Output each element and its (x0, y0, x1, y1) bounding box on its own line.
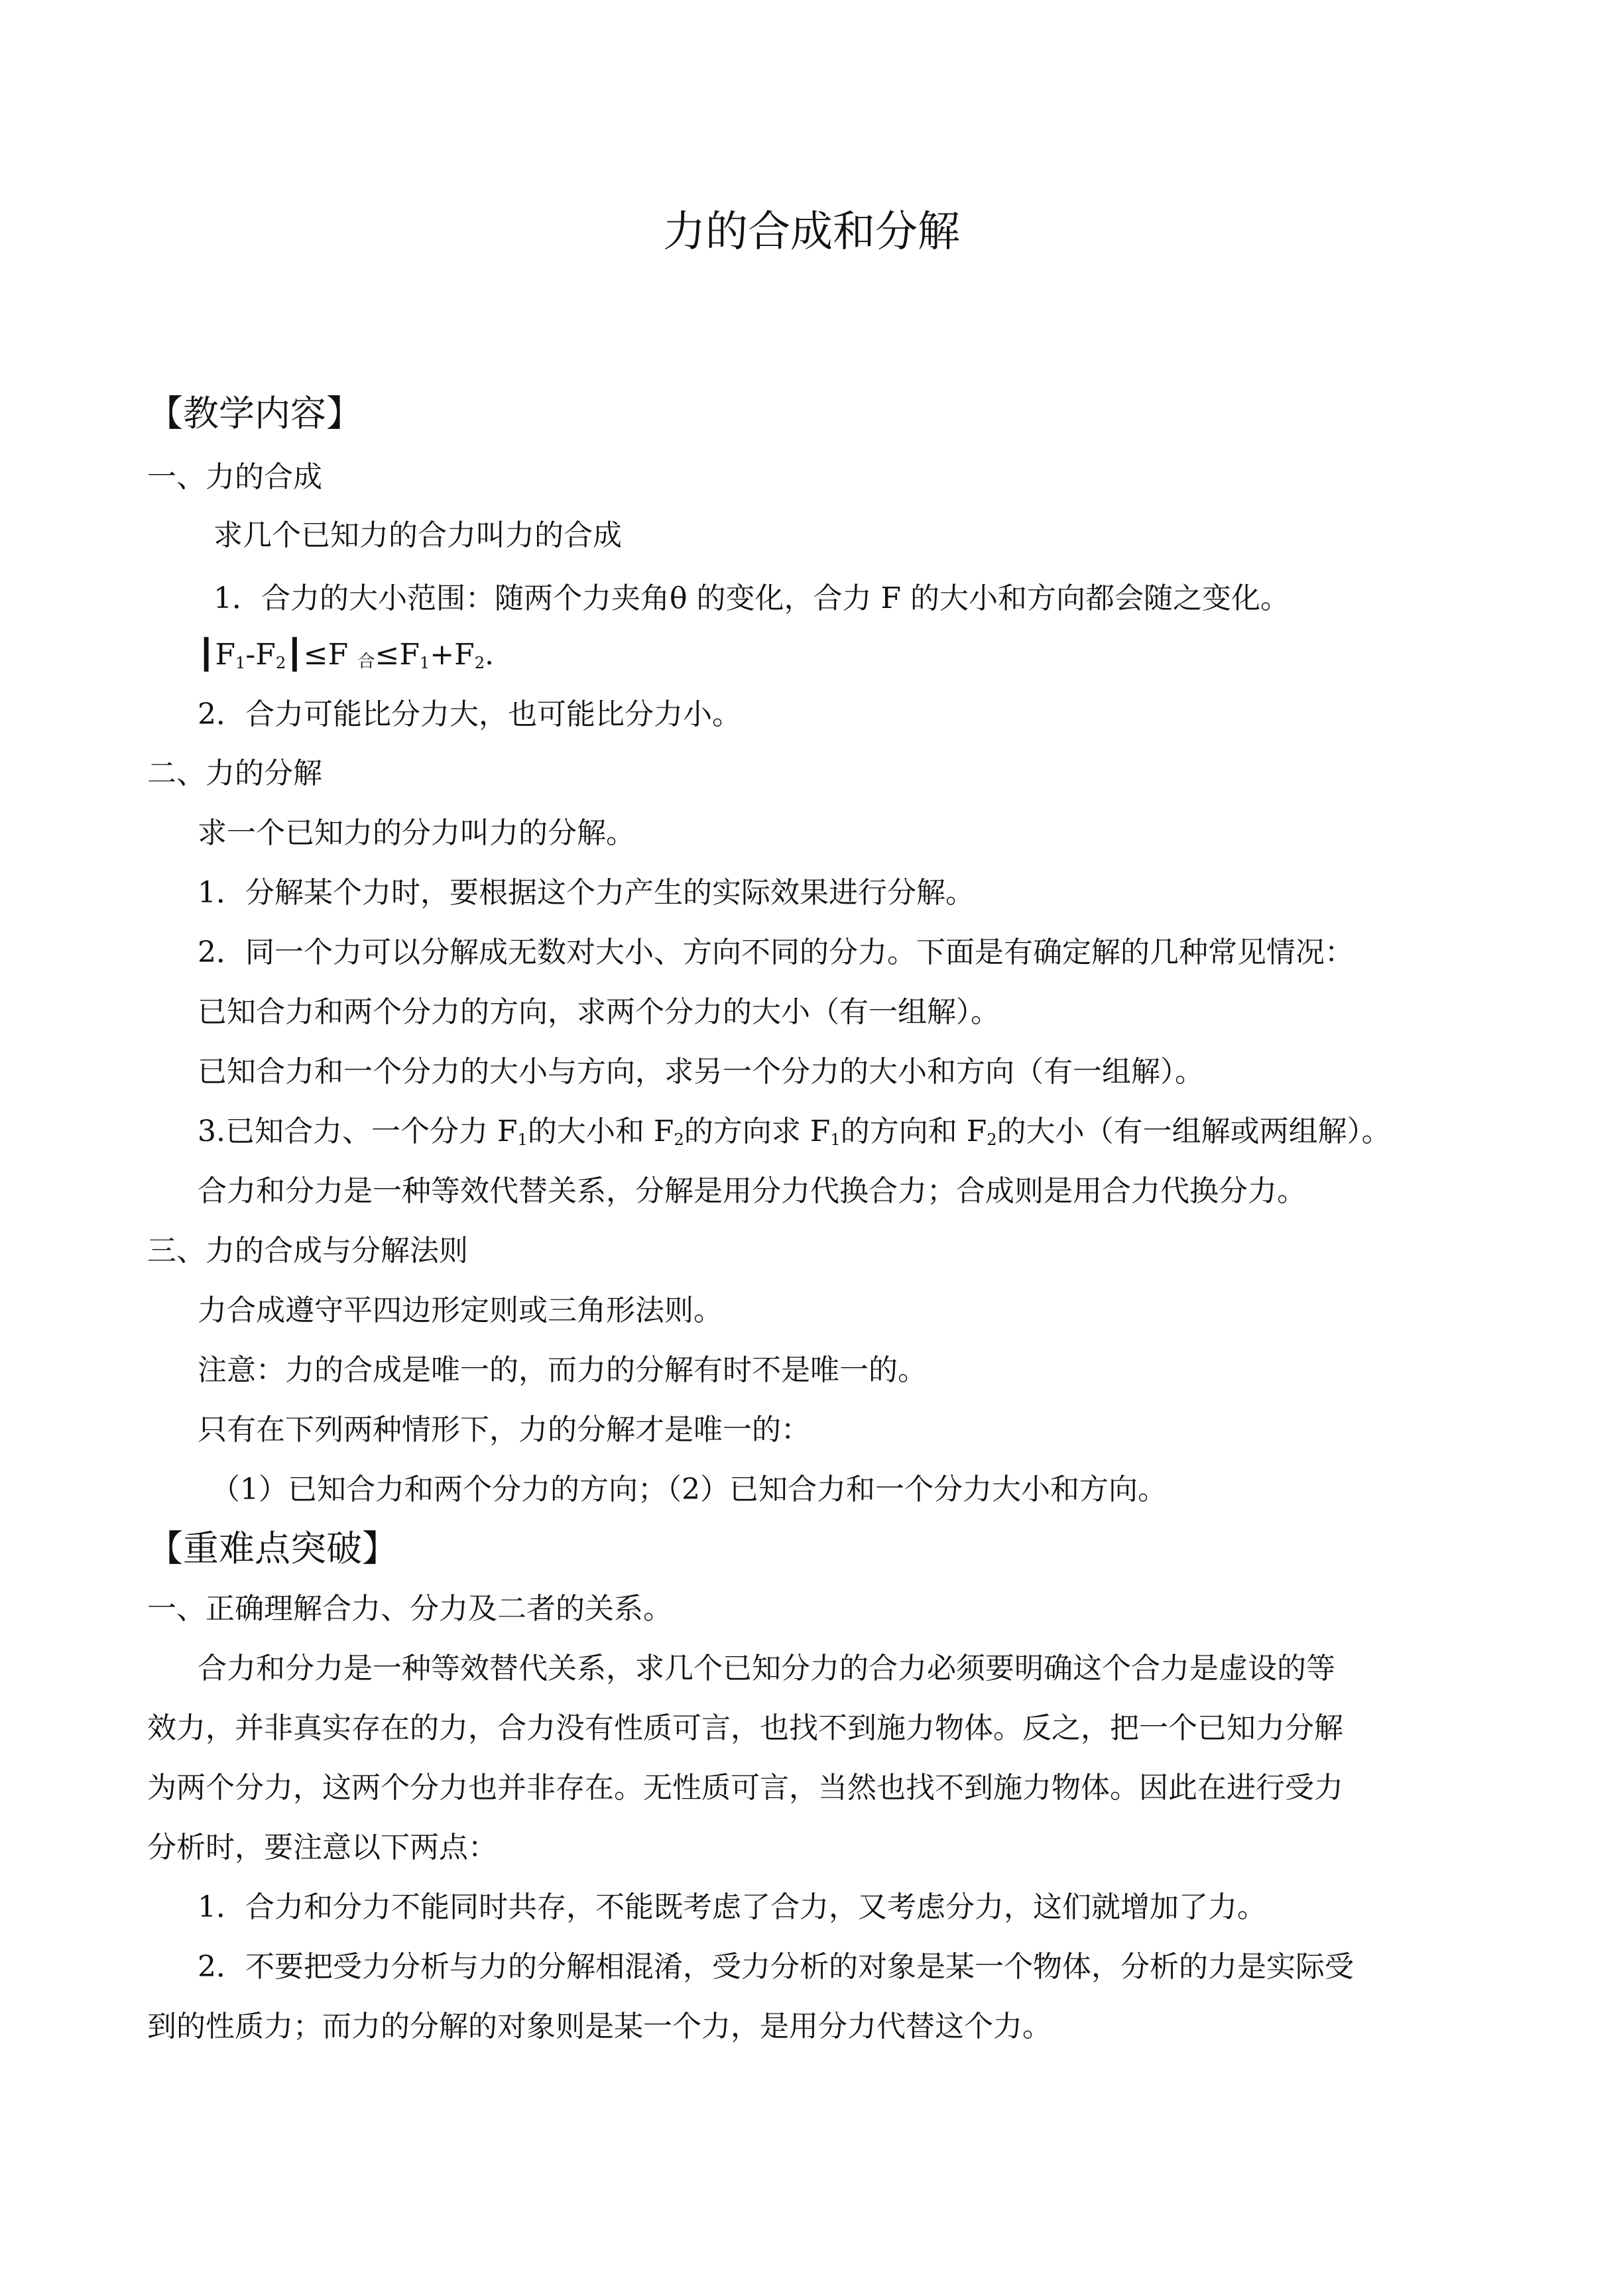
section-header-teaching-content: 【教学内容】 (147, 393, 362, 434)
formula-resultant-range: $┃F_1-F_2┃\le F$ $_合\le F_1+F_2$. (198, 638, 495, 673)
heading-force-composition: 一、力的合成 (147, 460, 322, 494)
item-decompose-cases: 2．同一个力可以分解成无数对大小、方向不同的分力。下面是有确定解的几种常见情况： (198, 936, 1354, 969)
definition-composition: 求几个已知力的合力叫力的合成 (213, 518, 622, 552)
page-title: 力的合成和分解 (663, 208, 960, 257)
case-two-directions: 已知合力和两个分力的方向，求两个分力的大小（有一组解）。 (198, 995, 1000, 1029)
paragraph-line: 分析时，要注意以下两点： (147, 1831, 497, 1864)
heading-understand-resultant: 一、正确理解合力、分力及二者的关系。 (147, 1592, 672, 1626)
paragraph-line: 合力和分力是一种等效替代关系，求几个已知分力的合力必须要明确这个合力是虚设的等 (198, 1652, 1335, 1685)
item-decompose-by-effect: 1．分解某个力时，要根据这个力产生的实际效果进行分解。 (198, 876, 975, 910)
unique-cases-intro: 只有在下列两种情形下，力的分解才是唯一的： (198, 1413, 810, 1447)
paragraph-line: 到的性质力；而力的分解的对象则是某一个力，是用分力代替这个力。 (147, 2010, 1052, 2043)
item-resultant-compare: 2．合力可能比分力大，也可能比分力小。 (198, 697, 741, 731)
case-one-component: 已知合力和一个分力的大小与方向，求另一个分力的大小和方向（有一组解）。 (198, 1055, 1204, 1089)
heading-force-decomposition: 二、力的分解 (147, 756, 322, 790)
paragraph-line: 为两个分力，这两个分力也并非存在。无性质可言，当然也找不到施力物体。因此在进行受力 (147, 1771, 1343, 1805)
case-magnitude-and-direction: 3.已知合力、一个分力 $F_1$的大小和 $F_2$的方向求 $F_1$的方向和 $F_2$的大小（有一组解或两组解）。 (198, 1115, 1391, 1150)
note-uniqueness: 注意：力的合成是唯一的，而力的分解有时不是唯一的。 (198, 1353, 927, 1387)
rule-parallelogram: 力合成遵守平四边形定则或三角形法则。 (198, 1294, 723, 1327)
paragraph-line: 效力，并非真实存在的力，合力没有性质可言，也找不到施力物体。反之，把一个已知力分解 (147, 1711, 1343, 1745)
item-resultant-range: 1．合力的大小范围：随两个力夹角θ 的变化，合力 F 的大小和方向都会随之变化。 (213, 581, 1290, 615)
unique-cases-list: （1）已知合力和两个分力的方向；（2）已知合力和一个分力大小和方向。 (211, 1473, 1167, 1506)
heading-composition-rules: 三、力的合成与分解法则 (147, 1234, 468, 1268)
definition-decomposition: 求一个已知力的分力叫力的分解。 (198, 816, 635, 850)
section-header-key-points: 【重难点突破】 (147, 1528, 398, 1569)
point-no-coexist: 1．合力和分力不能同时共存，不能既考虑了合力，又考虑分力，这们就增加了力。 (198, 1890, 1266, 1924)
paragraph-line: 2．不要把受力分析与力的分解相混淆，受力分析的对象是某一个物体，分析的力是实际受 (198, 1950, 1354, 1984)
equivalence-note: 合力和分力是一种等效代替关系，分解是用分力代换合力；合成则是用合力代换分力。 (198, 1174, 1306, 1208)
